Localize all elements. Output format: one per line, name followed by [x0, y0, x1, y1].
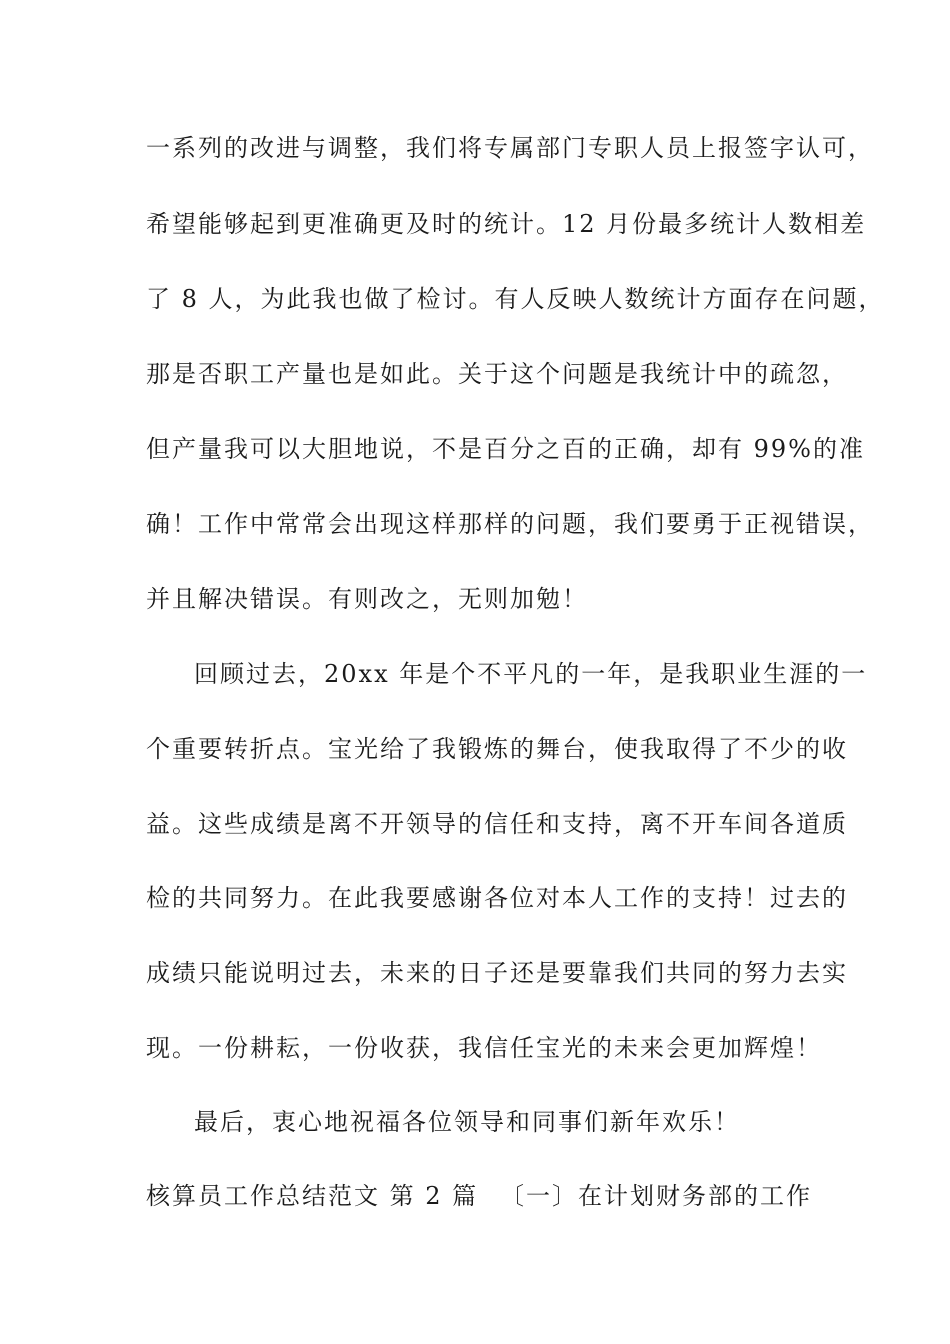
body-text-line: 希望能够起到更准确更及时的统计。12 月份最多统计人数相差 — [146, 210, 867, 238]
body-text-line: 成绩只能说明过去，未来的日子还是要靠我们共同的努力去实 — [146, 959, 848, 987]
body-text-line: 个重要转折点。宝光给了我锻炼的舞台，使我取得了不少的收 — [146, 735, 848, 763]
body-text-line: 确！工作中常常会出现这样那样的问题，我们要勇于正视错误， — [146, 510, 874, 538]
paragraph-first-line: 回顾过去，20xx 年是个不平凡的一年，是我职业生涯的一 — [194, 660, 868, 688]
body-text-line: 益。这些成绩是离不开领导的信任和支持，离不开车间各道质 — [146, 810, 848, 838]
section-title: 核算员工作总结范文 第 2 篇 — [146, 1182, 479, 1210]
body-text-line: 但产量我可以大胆地说，不是百分之百的正确，却有 99%的准 — [146, 435, 865, 463]
body-text-line: 并且解决错误。有则改之，无则加勉！ — [146, 585, 588, 613]
body-text-line: 一系列的改进与调整，我们将专属部门专职人员上报签字认可， — [146, 134, 874, 162]
body-text-line: 了 8 人，为此我也做了检讨。有人反映人数统计方面存在问题， — [146, 285, 885, 313]
body-text-line: 那是否职工产量也是如此。关于这个问题是我统计中的疏忽， — [146, 360, 848, 388]
body-text-line: 检的共同努力。在此我要感谢各位对本人工作的支持！过去的 — [146, 884, 848, 912]
subsection-title: 〔一〕在计划财务部的工作 — [500, 1182, 812, 1210]
section-heading-row — [146, 1180, 826, 1212]
closing-greeting: 最后，衷心地祝福各位领导和同事们新年欢乐！ — [194, 1108, 740, 1136]
body-text-line: 现。一份耕耘，一份收获，我信任宝光的未来会更加辉煌！ — [146, 1034, 822, 1062]
